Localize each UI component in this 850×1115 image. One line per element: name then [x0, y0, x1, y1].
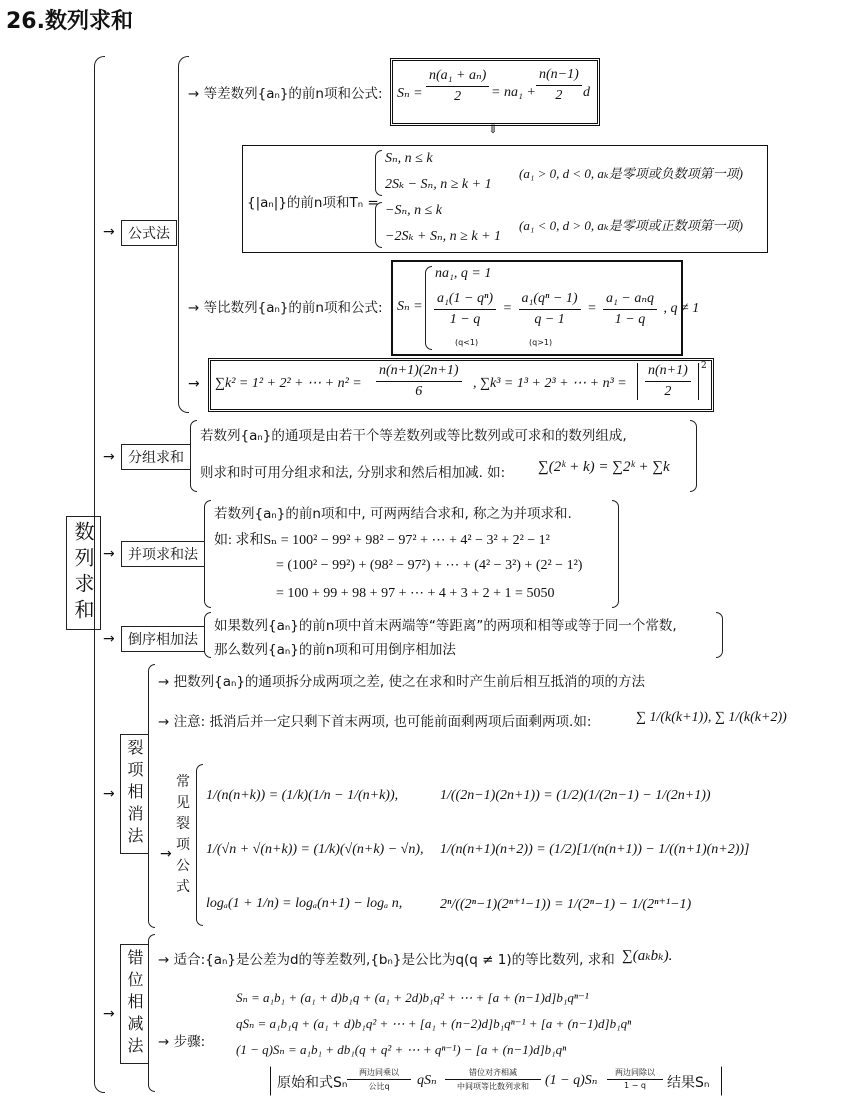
- flow-mid-1: qSₙ: [417, 1073, 437, 1088]
- reverse-rbrace: [716, 612, 723, 658]
- abs-r3: −Sₙ, n ≤ k: [385, 203, 443, 218]
- split-line-2: → 注意: 抵消后并一定只剩下首末两项, 也可能前面剩两项后面剩两项.如:: [158, 714, 592, 730]
- dislocation-applies: → 适合:{aₙ}是公差为d的等差数列,{bₙ}是公比为q(q ≠ 1)的等比数列, 求和: [158, 952, 615, 968]
- abs-c2: (a₁ < 0, d > 0, aₖ是零项或正数项第一项): [519, 218, 743, 233]
- split-formula-1: 1/(n(n+k)) = (1/k)(1/n − 1/(n+k)),: [206, 788, 399, 803]
- arrow-common: →: [160, 846, 172, 862]
- root-label: 数列求和: [66, 516, 101, 630]
- arith-f1-den: 2: [454, 89, 462, 104]
- flow-mid-2: (1 − q)Sₙ: [545, 1073, 598, 1088]
- pow-sum-cube: , ∑k³ = 1³ + 2³ + ⋯ + n³ =: [473, 376, 627, 391]
- label-pair-method: 并项求和法: [121, 541, 205, 567]
- abs-brace-1: [375, 150, 382, 196]
- dislocation-steps-label: → 步骤:: [158, 1034, 206, 1050]
- pow-sq-num: n(n+1)(2n+1): [376, 363, 462, 382]
- arrow-reverse: →: [103, 631, 115, 647]
- geo-note-2: (q>1): [529, 338, 553, 347]
- geo-intro: → 等比数列{aₙ}的前n项和公式:: [188, 300, 383, 316]
- group-line-2: 则求和时可用分组求和法, 分别求和然后相加减. 如:: [200, 465, 506, 481]
- abs-r4: −2Sₖ + Sₙ, n ≥ k + 1: [385, 229, 502, 244]
- arrow-split: →: [103, 786, 115, 802]
- arith-lhs: Sₙ =: [397, 86, 423, 101]
- abs-brace-2: [375, 202, 382, 248]
- label-group-method: 分组求和: [121, 444, 191, 470]
- flow-arrow-1: 两边同乘以 公比q: [347, 1067, 411, 1092]
- abs-label: {|aₙ|}的前n项和Tₙ =: [247, 195, 379, 211]
- pair-rbrace: [612, 500, 619, 608]
- label-formula-method: 公式法: [121, 220, 177, 246]
- dislocation-step-2: qSₙ = a₁b₁q + (a₁ + d)b₁q² + ⋯ + [a₁ + (n−2)d]b₁qⁿ⁻¹ + [a + (n−1)d]b₁qⁿ: [236, 1016, 632, 1031]
- arith-tail: d: [583, 85, 590, 100]
- pair-line-3: = (100² − 99²) + (98² − 97²) + ⋯ + (4² − 3²) + (2² − 1²): [276, 558, 583, 573]
- label-dislocation-method: 错位相减法: [120, 944, 149, 1064]
- group-example: ∑(2ᵏ + k) = ∑2ᵏ + ∑k: [538, 459, 670, 475]
- geo-f3-num: a₁ − aₙq: [603, 290, 657, 310]
- flow-start: 原始和式Sₙ: [277, 1075, 348, 1091]
- arith-f1-num: n(a₁ + aₙ): [426, 67, 489, 87]
- abs-r1: Sₙ, n ≤ k: [385, 151, 433, 166]
- page-title: 26.数列求和: [6, 9, 133, 34]
- pow-sq-den: 6: [415, 384, 423, 399]
- split-common-label: 常见裂项公式: [176, 774, 190, 895]
- arrow-power-sums: →: [188, 376, 200, 392]
- arith-formula-box: [390, 58, 600, 126]
- geo-f1-num: a₁(1 − qⁿ): [434, 291, 496, 310]
- geo-f2-num: a₁(qⁿ − 1): [519, 291, 581, 310]
- flow-end: 结果Sₙ: [667, 1075, 710, 1091]
- dislocation-step-3: (1 − q)Sₙ = a₁b₁ + db₁(q + q² + ⋯ + qⁿ⁻¹) − [a + (n−1)d]b₁qⁿ: [236, 1042, 567, 1057]
- abs-c1: (a₁ > 0, d < 0, aₖ是零项或负数项第一项): [519, 166, 743, 181]
- reverse-brace: [204, 612, 211, 658]
- geo-f2-den: q − 1: [534, 311, 565, 327]
- split-formula-5: logₐ(1 + 1/n) = logₐ(n+1) − logₐ n,: [206, 896, 403, 911]
- geo-lhs: Sₙ =: [397, 299, 423, 314]
- label-reverse-method: 倒序相加法: [121, 626, 205, 652]
- arith-f2-den: 2: [555, 88, 563, 103]
- pair-line-1: 若数列{aₙ}的前n项和中, 可两两结合求和, 称之为并项求和.: [214, 506, 572, 522]
- flow-arrow-3: 两边同除以 1 − q: [607, 1067, 663, 1090]
- split-formula-3: 1/(√n + √(n+k)) = (1/k)(√(n+k) − √n),: [206, 842, 424, 857]
- pair-line-2: 如: 求和Sₙ = 100² − 99² + 98² − 97² + ⋯ + 4² − 3² + 2² − 1²: [214, 533, 550, 548]
- geo-r1: na₁, q = 1: [435, 266, 492, 281]
- arrow-group: →: [103, 449, 115, 465]
- split-formula-6: 2ⁿ/((2ⁿ−1)(2ⁿ⁺¹−1)) = 1/(2ⁿ−1) − 1/(2ⁿ⁺¹−1): [440, 897, 692, 912]
- label-split-method: 裂项相消法: [120, 734, 149, 854]
- pow-cube-den: 2: [664, 384, 672, 399]
- split-line-1: → 把数列{aₙ}的通项拆分成两项之差, 使之在求和时产生前后相互抵消的项的方法: [158, 674, 646, 690]
- arith-intro: → 等差数列{aₙ}的前n项和公式:: [188, 86, 383, 102]
- reverse-line-2: 那么数列{aₙ}的前n项和可用倒序相加法: [214, 642, 456, 658]
- arrow-formula: →: [103, 224, 115, 240]
- arith-f2-num: n(n−1): [536, 67, 582, 86]
- main-brace: [94, 56, 105, 1093]
- reverse-line-1: 如果数列{aₙ}的前n项中首末两端等“等距离”的两项和相等或等于同一个常数,: [214, 618, 677, 634]
- arith-mid: = na₁ +: [491, 85, 536, 100]
- abs-r2: 2Sₖ − Sₙ, n ≥ k + 1: [385, 177, 492, 192]
- pow-cube-num: n(n+1): [645, 363, 691, 382]
- geo-formula-box: Sₙ = na₁, q = 1 $\frac{\text{a₁(1 − qⁿ)}}{1 - q}$ = $\frac{\text{a₁(qⁿ − 1)}}{q - 1}$ = $\frac{\text{a₁ − aₙq}}{1 - q}$ , q ≠ 1 (q<1) (q>1): [391, 260, 683, 356]
- group-brace: [190, 420, 197, 492]
- arrow-pair: →: [103, 546, 115, 562]
- pair-brace: [204, 500, 211, 608]
- arrow-dislocation: →: [103, 1006, 115, 1022]
- geo-cond: , q ≠ 1: [663, 301, 700, 317]
- common-brace: [196, 764, 203, 926]
- dislocation-step-1: Sₙ = a₁b₁ + (a₁ + d)b₁q + (a₁ + 2d)b₁q² + ⋯ + [a + (n−1)d]b₁qⁿ⁻¹: [236, 990, 589, 1005]
- group-line-1: 若数列{aₙ}的通项是由若干个等差数列或等比数列或可求和的数列组成,: [200, 428, 627, 444]
- pair-line-4: = 100 + 99 + 98 + 97 + ⋯ + 4 + 3 + 2 + 1 = 5050: [276, 586, 555, 601]
- dislocation-brace: [148, 934, 155, 1092]
- abs-sum-box: [242, 145, 768, 253]
- dislocation-applies-sum: ∑(aₖbₖ).: [622, 948, 673, 964]
- geo-note-1: (q<1): [455, 338, 479, 347]
- flow-arrow-2: 错位对齐相减 中间项等比数列求和: [445, 1067, 541, 1092]
- split-line-2-example: ∑ 1/(k(k+1)), ∑ 1/(k(k+2)): [636, 710, 787, 725]
- power-sums-box: ∑k² = 1² + 2² + ⋯ + n² = $\frac{n(n+1)(2n+1)}{6}$ , ∑k³ = 1³ + 2³ + ⋯ + n³ = $\frac{n(n+1)}{2}$ 2: [208, 358, 714, 412]
- split-formula-4: 1/(n(n+1)(n+2)) = (1/2)[1/(n(n+1)) − 1/((n+1)(n+2))]: [440, 842, 750, 857]
- split-brace: [148, 664, 155, 928]
- pow-sum-sq: ∑k² = 1² + 2² + ⋯ + n² =: [215, 376, 362, 391]
- geo-f3-den: 1 − q: [614, 312, 646, 327]
- group-rbrace: [690, 420, 697, 492]
- formula-brace: [178, 56, 189, 413]
- down-arrow-icon: ⇓: [488, 122, 499, 136]
- split-formula-2: 1/((2n−1)(2n+1)) = (1/2)(1/(2n−1) − 1/(2n+1)): [440, 788, 711, 803]
- geo-f1-den: 1 − q: [449, 311, 481, 327]
- dislocation-flow: [270, 1066, 722, 1096]
